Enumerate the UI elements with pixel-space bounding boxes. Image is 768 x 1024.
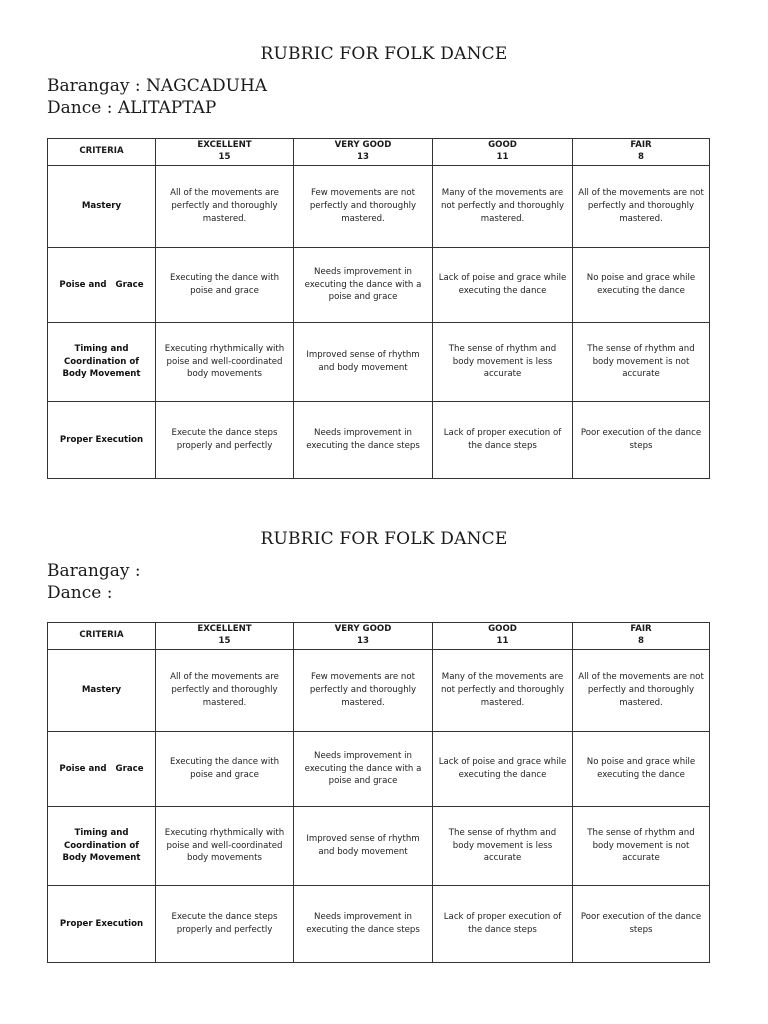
descriptor-cell: Lack of poise and grace while executing the dance xyxy=(433,248,573,323)
barangay-line: Barangay : xyxy=(47,561,141,581)
descriptor-cell: All of the movements are not perfectly and thoroughly mastered. xyxy=(573,166,710,248)
criteria-header: CRITERIA xyxy=(48,139,156,166)
criterion-cell: Mastery xyxy=(48,166,156,248)
rubric-table xyxy=(47,622,710,963)
descriptor-cell: Execute the dance steps properly and perfectly xyxy=(156,402,294,479)
level-name: VERY GOOD xyxy=(334,140,392,151)
descriptor-cell: Poor execution of the dance steps xyxy=(573,402,710,479)
descriptor-cell: Many of the movements are not perfectly and thoroughly mastered. xyxy=(433,166,573,248)
level-name: GOOD xyxy=(488,624,517,635)
descriptor-cell: The sense of rhythm and body movement is less accurate xyxy=(433,807,573,886)
descriptor-cell: Needs improvement in executing the dance with a poise and grace xyxy=(294,248,433,323)
level-name: GOOD xyxy=(488,140,517,151)
table-row xyxy=(48,323,710,402)
level-name: FAIR xyxy=(630,624,652,635)
level-header-very-good xyxy=(294,623,433,650)
criterion-cell: Mastery xyxy=(48,650,156,732)
descriptor-cell: All of the movements are perfectly and thoroughly mastered. xyxy=(156,650,294,732)
descriptor-cell: Few movements are not perfectly and thoroughly mastered. xyxy=(294,650,433,732)
table-row xyxy=(48,402,710,479)
descriptor-cell: Few movements are not perfectly and thoroughly mastered. xyxy=(294,166,433,248)
barangay-line: Barangay : NAGCADUHA xyxy=(47,76,268,96)
level-header-excellent xyxy=(156,139,294,166)
descriptor-cell: Lack of proper execution of the dance steps xyxy=(433,402,573,479)
descriptor-cell: The sense of rhythm and body movement is not accurate xyxy=(573,323,710,402)
level-points: 8 xyxy=(638,636,644,646)
level-name: EXCELLENT xyxy=(197,140,252,151)
level-points: 15 xyxy=(218,152,231,162)
criterion-cell: Proper Execution xyxy=(48,886,156,963)
descriptor-cell: Executing rhythmically with poise and well-coordinated body movements xyxy=(156,807,294,886)
descriptor-cell: No poise and grace while executing the dance xyxy=(573,248,710,323)
criterion-cell: Proper Execution xyxy=(48,402,156,479)
descriptor-cell: Improved sense of rhythm and body movement xyxy=(294,323,433,402)
dance-line: Dance : xyxy=(47,583,113,603)
level-name: VERY GOOD xyxy=(334,624,392,635)
descriptor-cell: Improved sense of rhythm and body movement xyxy=(294,807,433,886)
descriptor-cell: Many of the movements are not perfectly and thoroughly mastered. xyxy=(433,650,573,732)
level-points: 11 xyxy=(496,152,509,162)
descriptor-cell: Needs improvement in executing the dance steps xyxy=(294,886,433,963)
rubric-table xyxy=(47,138,710,479)
criteria-header: CRITERIA xyxy=(48,623,156,650)
descriptor-cell: The sense of rhythm and body movement is less accurate xyxy=(433,323,573,402)
table-header-row xyxy=(48,139,710,166)
level-header-excellent xyxy=(156,623,294,650)
descriptor-cell: No poise and grace while executing the dance xyxy=(573,732,710,807)
descriptor-cell: Needs improvement in executing the dance steps xyxy=(294,402,433,479)
criterion-cell: Poise and Grace xyxy=(48,732,156,807)
table-row xyxy=(48,732,710,807)
table-row xyxy=(48,807,710,886)
descriptor-cell: All of the movements are not perfectly and thoroughly mastered. xyxy=(573,650,710,732)
descriptor-cell: Lack of proper execution of the dance steps xyxy=(433,886,573,963)
criterion-cell: Timing and Coordination of Body Movement xyxy=(48,323,156,402)
table-header-row xyxy=(48,623,710,650)
criterion-cell: Timing and Coordination of Body Movement xyxy=(48,807,156,886)
level-points: 15 xyxy=(218,636,231,646)
level-header-fair xyxy=(573,623,710,650)
level-header-good xyxy=(433,139,573,166)
level-header-fair xyxy=(573,139,710,166)
descriptor-cell: Poor execution of the dance steps xyxy=(573,886,710,963)
rubric-title: RUBRIC FOR FOLK DANCE xyxy=(260,44,508,64)
descriptor-cell: Executing the dance with poise and grace xyxy=(156,248,294,323)
level-points: 13 xyxy=(357,152,369,162)
level-name: EXCELLENT xyxy=(197,624,252,635)
descriptor-cell: Execute the dance steps properly and perfectly xyxy=(156,886,294,963)
descriptor-cell: Lack of poise and grace while executing the dance xyxy=(433,732,573,807)
level-points: 11 xyxy=(496,636,509,646)
level-header-very-good xyxy=(294,139,433,166)
level-name: FAIR xyxy=(630,140,652,151)
table-row xyxy=(48,248,710,323)
descriptor-cell: The sense of rhythm and body movement is not accurate xyxy=(573,807,710,886)
table-row xyxy=(48,166,710,248)
criterion-cell: Poise and Grace xyxy=(48,248,156,323)
dance-line: Dance : ALITAPTAP xyxy=(47,98,217,118)
rubric-title: RUBRIC FOR FOLK DANCE xyxy=(260,529,508,549)
level-header-good xyxy=(433,623,573,650)
descriptor-cell: Executing the dance with poise and grace xyxy=(156,732,294,807)
table-row xyxy=(48,886,710,963)
level-points: 8 xyxy=(638,152,644,162)
level-points: 13 xyxy=(357,636,369,646)
table-row xyxy=(48,650,710,732)
descriptor-cell: Executing rhythmically with poise and well-coordinated body movements xyxy=(156,323,294,402)
descriptor-cell: Needs improvement in executing the dance with a poise and grace xyxy=(294,732,433,807)
descriptor-cell: All of the movements are perfectly and thoroughly mastered. xyxy=(156,166,294,248)
